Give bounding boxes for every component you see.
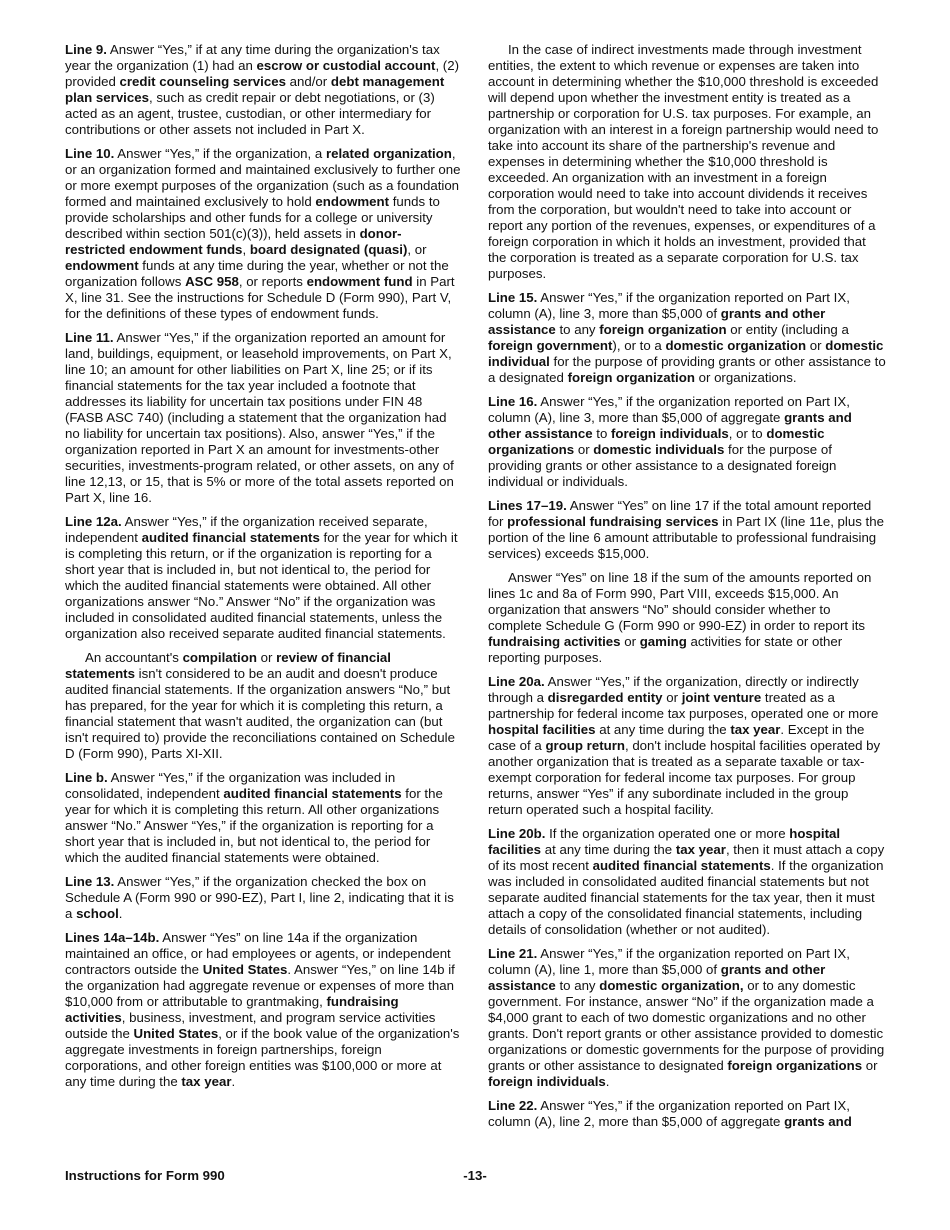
- body-text: isn't considered to be an audit and doesn't produce audited financial statements. If the organization answers “No,” but has prepared, for the year for which it is completing this return, a financial statement that wasn't audited, the organization can (but isn't required to) provide the reconciliations contained on Schedule D (Form 990), Parts XI-XII.: [65, 666, 455, 761]
- bold-term: audited financial statements: [141, 530, 320, 545]
- line-heading: Line 21.: [488, 946, 538, 961]
- body-text: If the organization operated one or more: [545, 826, 790, 841]
- bold-term: professional fundraising services: [507, 514, 719, 529]
- bold-term: endowment: [315, 194, 390, 209]
- body-text: or entity (including a: [726, 322, 849, 337]
- paragraph-line10: [65, 146, 461, 322]
- line-heading: Line 16.: [488, 394, 538, 409]
- body-text: Answer “Yes,” if the organization was included in consolidated, independent: [65, 770, 396, 801]
- paragraph-line13: [65, 874, 461, 922]
- body-text: Answer “Yes,” if the organization reported an amount for land, buildings, equipment, or leasehold improvements, on Part X, line 10; an amount for other liabilities on Part X, line 25; or if its financial statements for the tax year included a footnote that addresses its liability for uncertain tax positions under FIN 48 (FASB ASC 740) (including a statement that the organization had no liability for uncertain tax positions). Also, answer “Yes,” if the organization reported in Part X an amount for investments-other securities, investments-program related, or other assets, on any of line 12,13, or 15, that is 5% or more of the total assets reported on Part X, line 16.: [65, 330, 454, 505]
- body-text: , don't include hospital facilities operated by another organization that is treated as a separate taxable or tax-exempt corporation for federal income tax purposes. For group returns, answer “Yes” if any subordinate included in the group return operated such a hospital facility.: [488, 738, 881, 817]
- body-text: for the purpose of providing grants or other assistance to a designated: [488, 354, 886, 385]
- line-heading: Line 10.: [65, 146, 115, 161]
- bold-term: domestic organization: [665, 338, 807, 353]
- bold-term: compilation: [182, 650, 257, 665]
- body-text: . Answer “Yes,” on line 14b if the organization had aggregate revenue or expenses of more than $10,000 from or attributable to grantmaking,: [65, 962, 455, 1009]
- bold-term: foreign organizations: [727, 1058, 863, 1073]
- body-text: .: [231, 1074, 236, 1089]
- body-text: or: [256, 650, 277, 665]
- bold-term: hospital facilities: [488, 826, 841, 857]
- bold-term: group return: [545, 738, 625, 753]
- body-text: ,: [242, 242, 250, 257]
- body-text: , such as credit repair or debt negotiations, or (3) acted as an agent, trustee, custodian, or other intermediary for contributions or other assets not included in Part X.: [65, 90, 435, 137]
- body-text: at any time during the: [595, 722, 731, 737]
- bold-term: foreign organization: [567, 370, 695, 385]
- bold-term: tax year: [181, 1074, 232, 1089]
- bold-term: board designated (quasi): [249, 242, 408, 257]
- body-text: or to any domestic government. For instance, answer “No” if the organization made a $4,000 grant to each of two domestic organizations and no other grants. Don't report grants or other assistance provided to domestic organizations or domestic governments for the purpose of providing grants or other assistance to designated: [488, 978, 885, 1073]
- bold-term: grants and other assistance: [488, 410, 852, 441]
- paragraph-line16: [488, 394, 886, 490]
- paragraph-line9: [65, 42, 461, 138]
- bold-term: fundraising activities: [488, 634, 621, 649]
- bold-term: foreign government: [488, 338, 613, 353]
- paragraph-line12a-cont: [65, 650, 461, 762]
- body-text: , (2) provided: [65, 58, 459, 89]
- paragraph-line20a: [488, 674, 886, 818]
- body-text: , then it must attach a copy of its most recent: [488, 842, 885, 873]
- bold-term: endowment fund: [306, 274, 413, 289]
- body-text: in Part IX (line 11e, plus the portion of the line 6 amount attributable to professional fundraising services) exceeds $15,000.: [488, 514, 884, 561]
- body-text: or: [574, 442, 594, 457]
- bold-term: domestic individual: [488, 338, 884, 369]
- paragraph-line22: [488, 1098, 886, 1130]
- body-text: to: [592, 426, 611, 441]
- bold-term: grants and other assistance: [488, 306, 826, 337]
- paragraph-line18-cont: [488, 570, 886, 666]
- body-text: Answer “Yes,” if the organization received separate, independent: [65, 514, 428, 545]
- body-text: for the purpose of providing grants or other assistance to a designated foreign individual or individuals.: [488, 442, 837, 489]
- body-text: . If the organization was included in consolidated audited financial statements but not separate audited financial statements for the tax year, then it must attach a copy of the consolidated financial statements, including details of consolidation (whether or not audited).: [488, 858, 884, 937]
- page-footer: [65, 1168, 885, 1186]
- body-text: for the year for which it is completing this return, or if the organization is reporting for a short year that is included in, but not identical to, the period for which the audited financial statements were obtained. All other organizations answer “No.” Answer “No” if the organization was included in consolidated audited financial statements, unless the organization also received separate audited financial statements.: [65, 530, 458, 641]
- body-text: Answer “Yes” on line 18 if the sum of the amounts reported on lines 1c and 8a of Form 990, Part VIII, exceeds $15,000. An organization that answers “No” should consider whether to complete Schedule G (Form 990 or 990-EZ) in order to report its: [488, 570, 872, 633]
- body-text: Answer “Yes,” if the organization reported on Part IX, column (A), line 3, more than $5,000 of aggregate: [488, 394, 850, 425]
- bold-term: tax year: [675, 842, 726, 857]
- body-text: for the year for which it is completing this return. All other organizations answer “No.” Answer “Yes,” if the organization is reporting for a short year that is included in, but not identical to, the period for which the audited financial statements were obtained.: [65, 786, 443, 865]
- bold-term: related organization: [325, 146, 452, 161]
- body-text: and/or: [285, 74, 331, 89]
- bold-term: foreign individuals: [488, 1074, 606, 1089]
- bold-term: school: [76, 906, 119, 921]
- paragraph-line15: [488, 290, 886, 386]
- footer-form-title: Instructions for Form 990: [65, 1168, 225, 1183]
- bold-term: audited financial statements: [592, 858, 771, 873]
- body-text: An accountant's: [85, 650, 183, 665]
- bold-term: tax year: [730, 722, 781, 737]
- body-text: Answer “Yes,” if at any time during the organization's tax year the organization (1) had an: [65, 42, 440, 73]
- bold-term: disregarded entity: [547, 690, 663, 705]
- body-text: Answer “Yes” on line 17 if the total amount reported for: [488, 498, 872, 529]
- body-text: Answer “Yes,” if the organization, a: [114, 146, 326, 161]
- bold-term: grants and: [784, 1114, 852, 1129]
- body-text: Answer “Yes,” if the organization, directly or indirectly through a: [488, 674, 859, 705]
- body-text: activities for state or other reporting purposes.: [488, 634, 843, 665]
- bold-term: fundraising activities: [65, 994, 399, 1025]
- body-text: , or to: [728, 426, 767, 441]
- bold-term: joint venture: [681, 690, 762, 705]
- bold-term: United States: [202, 962, 288, 977]
- line-heading: Line 20b.: [488, 826, 546, 841]
- body-text: , business, investment, and program service activities outside the: [65, 1010, 436, 1041]
- line-heading: Line 15.: [488, 290, 538, 305]
- paragraph-line12b: [65, 770, 461, 866]
- line-heading: Lines 17–19.: [488, 498, 567, 513]
- body-text: Answer “Yes,” if the organization checked the box on Schedule A (Form 990 or 990-EZ), Part I, line 2, indicating that it is a: [65, 874, 454, 921]
- bold-term: domestic organization,: [599, 978, 744, 993]
- paragraph-line20b: [488, 826, 886, 938]
- body-text: or: [862, 1058, 878, 1073]
- right-column: [488, 42, 886, 1130]
- body-text: , or: [407, 242, 427, 257]
- paragraph-line14-cont: [488, 42, 886, 282]
- body-text: Answer “Yes,” if the organization reported on Part IX, column (A), line 3, more than $5,000 of: [488, 290, 850, 321]
- bold-term: donor-restricted endowment funds: [65, 226, 402, 257]
- bold-term: escrow or custodial account: [256, 58, 436, 73]
- bold-term: domestic organizations: [488, 426, 825, 457]
- body-text: funds to provide scholarships and other funds for a college or university described within section 501(c)(3)), held assets in: [65, 194, 440, 241]
- line-heading: Line 20a.: [488, 674, 545, 689]
- line-heading: Line 9.: [65, 42, 107, 57]
- body-text: Answer “Yes,” if the organization reported on Part IX, column (A), line 1, more than $5,000 of: [488, 946, 850, 977]
- body-text: or: [662, 690, 682, 705]
- body-text: , or reports: [238, 274, 307, 289]
- body-text: . Except in the case of a: [488, 722, 865, 753]
- page-number: -13-: [463, 1168, 487, 1183]
- body-text: , or an organization formed and maintained exclusively to further one or more exempt purposes of the organization (such as a foundation formed and maintained exclusively to hold: [65, 146, 461, 209]
- paragraph-line17: [488, 498, 886, 562]
- body-text: or: [806, 338, 826, 353]
- body-text: Answer “Yes” on line 14a if the organization maintained an office, or had employees or agents, or independent contractors outside the: [65, 930, 451, 977]
- line-heading: Lines 14a–14b.: [65, 930, 160, 945]
- body-text: .: [605, 1074, 610, 1089]
- body-text: In the case of indirect investments made through investment entities, the extent to which revenue or expenses are taken into account in determining whether the $10,000 threshold is exceeded will depend upon whether the investment entity is treated as a partnership or corporation for U.S. tax purposes. For example, an organization with an interest in a foreign partnership would need to take into account its share of the partnership's revenue and expenses in determining whether the $10,000 threshold is exceeded. An organization with an investment in a foreign corporation would need to take into account dividends it receives from the corporation, but wouldn't need to take into account or report any portion of the revenues, expenses, or expenditures of a foreign corporation in which it holds an investment, provided that the corporation is treated as a separate corporation for U.S. tax purposes.: [488, 42, 879, 281]
- line-heading: Line 11.: [65, 330, 114, 345]
- body-text: or: [620, 634, 640, 649]
- body-text: to any: [555, 322, 600, 337]
- body-text: ), or to a: [612, 338, 666, 353]
- line-heading: Line 12a.: [65, 514, 122, 529]
- paragraph-line21: [488, 946, 886, 1090]
- body-text: at any time during the: [541, 842, 676, 857]
- body-text: treated as a partnership for federal income tax purposes, operated one or more: [488, 690, 879, 721]
- bold-term: audited financial statements: [223, 786, 402, 801]
- bold-term: review of financial statements: [65, 650, 391, 681]
- body-text: to any: [555, 978, 600, 993]
- bold-term: credit counseling services: [119, 74, 286, 89]
- body-text: , or if the book value of the organization's aggregate investments in foreign partnerships, foreign corporations, and other foreign entities was $100,000 or more at any time during the: [65, 1026, 460, 1089]
- paragraph-line14: [65, 930, 461, 1090]
- bold-term: domestic individuals: [593, 442, 725, 457]
- body-text: or organizations.: [694, 370, 797, 385]
- line-heading: Line 13.: [65, 874, 115, 889]
- bold-term: foreign organization: [599, 322, 727, 337]
- bold-term: foreign individuals: [611, 426, 729, 441]
- bold-term: gaming: [639, 634, 687, 649]
- paragraph-line11: [65, 330, 461, 506]
- left-column: [65, 42, 461, 1090]
- body-text: Answer “Yes,” if the organization reported on Part IX, column (A), line 2, more than $5,000 of aggregate: [488, 1098, 850, 1129]
- bold-term: debt management plan services: [65, 74, 445, 105]
- body-text: .: [118, 906, 123, 921]
- body-text: in Part X, line 31. See the instructions for Schedule D (Form 990), Part V, for the definitions of these types of endowment funds.: [65, 274, 455, 321]
- bold-term: endowment: [65, 258, 139, 273]
- line-heading: Line 22.: [488, 1098, 538, 1113]
- body-text: funds at any time during the year, whether or not the organization follows: [65, 258, 449, 289]
- bold-term: grants and other assistance: [488, 962, 826, 993]
- bold-term: United States: [133, 1026, 219, 1041]
- bold-term: hospital facilities: [488, 722, 596, 737]
- bold-term: ASC 958: [185, 274, 239, 289]
- paragraph-line12a: [65, 514, 461, 642]
- line-heading: Line b.: [65, 770, 108, 785]
